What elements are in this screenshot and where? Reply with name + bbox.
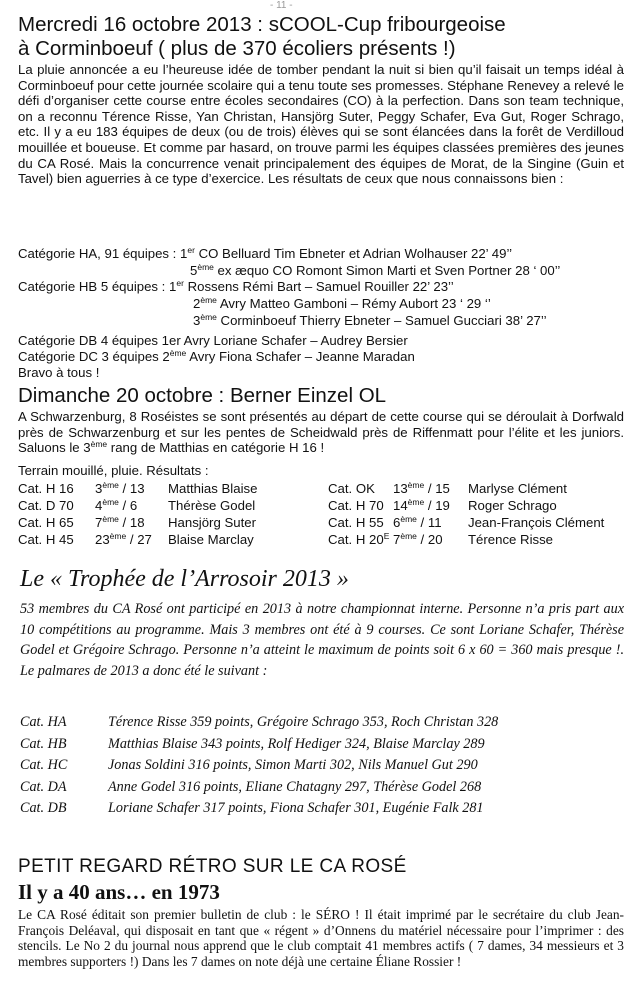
trophy-body: 53 membres du CA Rosé ont participé en 2013 à notre championnat interne. Personne n’a pris part aux 10 compétitions au programme. Mais 3 membres ont été à 9 courses. Ce sont Loriane Schafer, Thérèse Godel et Grégoire Schrago. Personne n’a atteint le maximum de points soit 6 x 60 = 360 mais presque !. Le palmares de 2013 a donc été le suivant : — [20, 601, 624, 679]
result-category: Cat. H 45 — [18, 532, 74, 547]
trophy-ranking-text: Loriane Schafer 317 points, Fiona Schafer 301, Eugénie Falk 281 — [108, 800, 484, 816]
section2-body: A Schwarzenburg, 8 Roséistes se sont présentés au départ de cette course qui se déroulait à Dorfwald près de Schwarzenburg et sur les pentes de Scheidwald près de Riffenmatt pour l’élite et les juniors. Saluons le 3ème rang de Matthias en catégorie H 16 ! — [18, 409, 624, 456]
result-hb-1: Catégorie HB 5 équipes : 1er Rossens Rémi Bart – Samuel Rouiller 22’ 23’’ — [18, 278, 454, 294]
result-name: Blaise Marclay — [168, 532, 254, 547]
result-rank: 4ème / 6 — [95, 497, 138, 513]
trophy-category: Cat. DB — [20, 800, 67, 816]
result-rank: 14ème / 19 — [393, 497, 450, 513]
retro-heading: PETIT REGARD RÉTRO SUR LE CA ROSÉ — [18, 856, 407, 877]
result-name: Térence Risse — [468, 532, 554, 547]
trophy-ranking-text: Anne Godel 316 points, Eliane Chatagny 297, Thérèse Godel 268 — [108, 778, 482, 795]
section1-title-line1: Mercredi 16 octobre 2013 : sCOOL-Cup fribourgeoise — [18, 13, 506, 36]
result-hb-2: 2ème Avry Matteo Gamboni – Rémy Aubort 23 ‘ 29 ‘’ — [193, 295, 491, 311]
trophy-category: Cat. HA — [20, 714, 67, 730]
page-number: - 11 - — [270, 0, 293, 11]
result-category: Cat. D 70 — [18, 498, 74, 513]
trophy-category: Cat. HC — [20, 757, 68, 773]
result-dc: Catégorie DC 3 équipes 2ème Avry Fiona Schafer – Jeanne Maradan — [18, 348, 415, 364]
trophy-title: Le « Trophée de l’Arrosoir 2013 » — [20, 566, 349, 592]
trophy-ranking-text: Térence Risse 359 points, Grégoire Schrago 353, Roch Christan 328 — [108, 714, 499, 730]
result-category: Cat. H 55 — [328, 515, 384, 530]
bravo-text: Bravo à tous ! — [18, 365, 100, 380]
result-name: Jean-François Clément — [468, 515, 605, 530]
result-ha-2: 5ème ex æquo CO Romont Simon Marti et Sven Portner 28 ‘ 00’’ — [190, 262, 561, 278]
result-db: Catégorie DB 4 équipes 1er Avry Loriane Schafer – Audrey Bersier — [18, 333, 408, 348]
result-category: Cat. OK — [328, 481, 375, 496]
result-rank: 6ème / 11 — [393, 514, 442, 530]
result-name: Marlyse Clément — [468, 481, 567, 496]
result-name: Matthias Blaise — [168, 481, 258, 496]
trophy-category: Cat. DA — [20, 778, 67, 795]
result-category: Cat. H $20^E$ — [328, 531, 390, 547]
section1-title-line2: à Corminboeuf ( plus de 370 écoliers présents !) — [18, 37, 456, 60]
terrain-text: Terrain mouillé, pluie. Résultats : — [18, 463, 209, 478]
retro-body: Le CA Rosé éditait son premier bulletin de club : le SÉRO ! Il était imprimé par le secrétaire du club Jean-François Deléaval, qui disposait en tant que « régent » d’Onnens du matériel nécessaire pour l’imprimer : des stencils. Le No 2 du journal nous apprend que le club comptait 41 membres actifs ( 7 dames, 34 messieurs et 3 membres supporters !) Dans les 7 dames on note déjà une certaine Éliane Rossier ! — [18, 907, 624, 969]
result-rank: 13ème / 15 — [393, 480, 450, 496]
result-name: Hansjörg Suter — [168, 515, 256, 530]
result-name: Roger Schrago — [468, 498, 557, 513]
result-ha-1: Catégorie HA, 91 équipes : 1er CO Belluard Tim Ebneter et Adrian Wolhauser 22’ 49’’ — [18, 245, 513, 261]
trophy-category: Cat. HB — [20, 735, 67, 752]
result-category: Cat. H 16 — [18, 481, 74, 496]
section2-title: Dimanche 20 octobre : Berner Einzel OL — [18, 384, 387, 407]
result-category: Cat. H 70 — [328, 498, 384, 513]
result-category: Cat. H 65 — [18, 515, 74, 530]
result-rank: 23ème / 27 — [95, 531, 152, 547]
retro-subheading: Il y a 40 ans… en 1973 — [18, 880, 220, 904]
result-rank: 7ème / 18 — [95, 514, 145, 530]
result-rank: 3ème / 13 — [95, 480, 145, 496]
trophy-ranking-text: Jonas Soldini 316 points, Simon Marti 302, Nils Manuel Gut 290 — [108, 757, 478, 773]
result-rank: 7ème / 20 — [393, 531, 443, 547]
section1-body: La pluie annoncée a eu l’heureuse idée de tomber pendant la nuit si bien qu’il faisait un temps idéal à Corminboeuf pour cette journée scolaire qui a tenu toute ses promesses. Stéphane Renevey a relevé le défi d’organiser cette course entre écoles secondaires (CO) à la perfection. Dans son team technique, on a reconnu Térence Risse, Yan Christan, Hansjörg Suter, Peggy Schafer, Eva Gut, Roger Schrago, etc. Il y a eu 183 équipes de deux (ou de trois) élèves qui se sont élancées dans la forêt de Verdilloud mouillée et boueuse. Et comme par hasard, on trouve parmi les équipes classées premières des jeunes du CA Rosé. Mais la concurrence venait principalement des équipes de Morat, de la Singine (Guin et Tavel) bien aguerries à ce type d’exercice. Les résultats de ceux que nous connaissons bien : — [18, 62, 624, 187]
trophy-ranking-text: Matthias Blaise 343 points, Rolf Hediger 324, Blaise Marclay 289 — [108, 735, 485, 752]
result-name: Thérèse Godel — [168, 498, 256, 513]
result-hb-3: 3ème Corminboeuf Thierry Ebneter – Samuel Gucciari 38’ 27’’ — [193, 312, 547, 328]
